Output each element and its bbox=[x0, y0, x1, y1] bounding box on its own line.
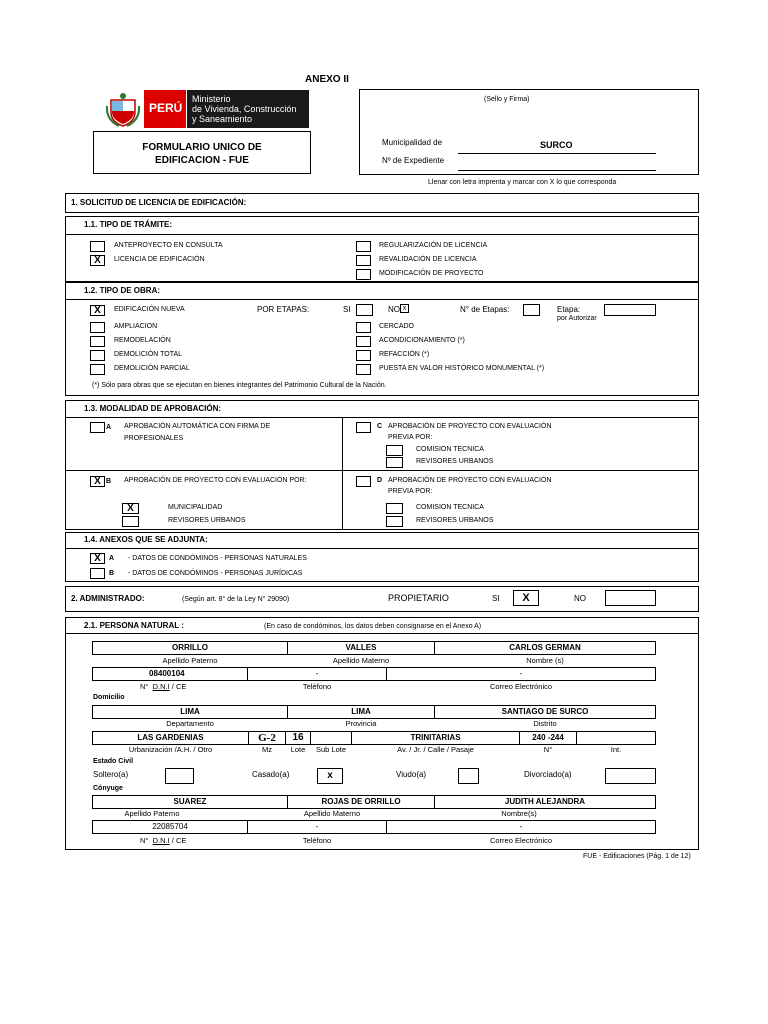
demolicion-total-label: DEMOLICIÓN TOTAL bbox=[114, 351, 183, 358]
anteproyecto-checkbox[interactable] bbox=[90, 241, 105, 252]
refaccion-checkbox[interactable] bbox=[356, 350, 371, 361]
por-etapas-label: POR ETAPAS: bbox=[257, 305, 310, 314]
demolicion-total-checkbox[interactable] bbox=[90, 350, 105, 361]
por-autorizar-label: por Autorizar bbox=[557, 315, 597, 322]
anexos-title: 1.4. ANEXOS QUE SE ADJUNTA: bbox=[84, 535, 208, 544]
modalidad-a-text-2: PROFESIONALES bbox=[124, 435, 184, 442]
conyuge-telefono-label: Teléfono bbox=[302, 836, 332, 845]
departamento-label: Departamento bbox=[166, 719, 214, 728]
provincia-label: Provincia bbox=[345, 719, 377, 728]
acondicionamiento-checkbox[interactable] bbox=[356, 336, 371, 347]
etapa-label: Etapa: bbox=[557, 305, 581, 314]
puesta-en-valor-checkbox[interactable] bbox=[356, 364, 371, 375]
licencia-edificacion-checkbox[interactable]: X bbox=[90, 255, 105, 266]
modalidad-d-text-1: APROBACIÓN DE PROYECTO CON EVALUACIÓN bbox=[388, 477, 552, 484]
etapas-si-label: SI bbox=[343, 305, 351, 314]
distrito-field[interactable]: SANTIAGO DE SURCO bbox=[434, 705, 656, 719]
conyuge-apellido-paterno-label: Apellido Paterno bbox=[124, 809, 180, 818]
lote-field[interactable]: 16 bbox=[285, 731, 311, 745]
numero-field[interactable]: 240 -244 bbox=[519, 731, 577, 745]
acondicionamiento-label: ACONDICIONAMIENTO (*) bbox=[379, 337, 465, 344]
ministry-logo: Ministerio de Vivienda, Construcción y Saneamiento bbox=[187, 90, 309, 128]
seal-signature-box: (Sello y Firma) bbox=[359, 89, 699, 175]
modalidad-a-text-1: APROBACIÓN AUTOMÁTICA CON FIRMA DE bbox=[124, 423, 271, 430]
dni-label: N° D.N.I / CE bbox=[140, 682, 187, 691]
conyuge-correo-field[interactable]: - bbox=[386, 820, 656, 834]
conyuge-dni-label: N° D.N.I / CE bbox=[140, 836, 187, 845]
anteproyecto-label: ANTEPROYECTO EN CONSULTA bbox=[114, 242, 223, 249]
mod-d-comision-checkbox[interactable] bbox=[386, 503, 403, 514]
puesta-en-valor-label: PUESTA EN VALOR HISTÓRICO MONUMENTAL (*) bbox=[379, 365, 545, 372]
modalidad-c-text-2: PREVIA POR: bbox=[388, 434, 433, 441]
etapas-no-checkbox[interactable]: x bbox=[400, 304, 409, 313]
municipalidad-value[interactable]: SURCO bbox=[540, 140, 573, 150]
avenida-label: Av. / Jr. / Calle / Pasaje bbox=[397, 745, 474, 754]
divorciado-label: Divorciado(a) bbox=[524, 770, 572, 779]
anexo-title: ANEXO II bbox=[305, 74, 349, 85]
section-1-header: 1. SOLICITUD DE LICENCIA DE EDIFICACIÓN: bbox=[65, 193, 699, 213]
dni-field[interactable]: 08400104 bbox=[92, 667, 248, 681]
mz-label: Mz bbox=[262, 745, 272, 754]
regularizacion-checkbox[interactable] bbox=[356, 241, 371, 252]
distrito-label: Distrito bbox=[533, 719, 557, 728]
modalidad-panel bbox=[65, 400, 699, 530]
lote-label: Lote bbox=[290, 745, 306, 754]
section-2-header: 2. ADMINISTRADO: (Según art. 8° de la Ley N° 29090) PROPIETARIO SI NO bbox=[65, 586, 699, 612]
mod-d-revisores-label: REVISORES URBANOS bbox=[416, 517, 494, 524]
n-etapas-input[interactable] bbox=[523, 304, 540, 316]
refaccion-label: REFACCIÓN (*) bbox=[379, 351, 430, 358]
apellido-materno-field[interactable]: VALLES bbox=[287, 641, 435, 655]
anexo-b-checkbox[interactable] bbox=[90, 568, 105, 579]
mod-c-comision-checkbox[interactable] bbox=[386, 445, 403, 456]
modalidad-c-letter: C bbox=[377, 423, 383, 430]
modificacion-checkbox[interactable] bbox=[356, 269, 371, 280]
anexo-a-label: - DATOS DE CONDÓMINOS - PERSONAS NATURALES bbox=[128, 555, 307, 562]
mod-c-revisores-checkbox[interactable] bbox=[386, 457, 403, 468]
page-footer: FUE - Edificaciones (Pág. 1 de 12) bbox=[583, 853, 691, 860]
departamento-field[interactable]: LIMA bbox=[92, 705, 288, 719]
modalidad-d-checkbox[interactable] bbox=[356, 476, 371, 487]
apellido-materno-label: Apellido Materno bbox=[332, 656, 390, 665]
etapa-input[interactable] bbox=[604, 304, 656, 316]
telefono-field[interactable]: - bbox=[247, 667, 387, 681]
modalidad-b-checkbox[interactable]: X bbox=[90, 476, 105, 487]
soltero-label: Soltero(a) bbox=[93, 770, 129, 779]
anexo-b-label: - DATOS DE CONDÓMINOS - PERSONAS JURÍDICAS bbox=[128, 570, 303, 577]
urbanizacion-label: Urbanización /A.H. / Otro bbox=[128, 745, 213, 754]
modalidad-title: 1.3. MODALIDAD DE APROBACIÓN: bbox=[84, 404, 222, 413]
mod-b-revisores-checkbox[interactable] bbox=[122, 516, 139, 527]
modalidad-d-letter: D bbox=[377, 477, 383, 484]
ampliacion-label: AMPLIACION bbox=[114, 323, 158, 330]
edificacion-nueva-checkbox[interactable]: X bbox=[90, 305, 105, 316]
persona-natural-note: (En caso de condóminos, los datos deben consignarse en el Anexo A) bbox=[264, 623, 482, 630]
form-title-line-1: FORMULARIO UNICO DE bbox=[142, 142, 262, 153]
interior-field[interactable] bbox=[576, 731, 656, 745]
remodelacion-label: REMODELACIÓN bbox=[114, 337, 171, 344]
conyuge-label: Cónyuge bbox=[93, 785, 123, 792]
revalidacion-checkbox[interactable] bbox=[356, 255, 371, 266]
conyuge-correo-label: Correo Electrónico bbox=[489, 836, 553, 845]
modalidad-c-checkbox[interactable] bbox=[356, 422, 371, 433]
modalidad-a-letter: A bbox=[106, 424, 112, 431]
peru-logo: PERÚ bbox=[144, 90, 186, 128]
mod-b-revisores-label: REVISORES URBANOS bbox=[168, 517, 246, 524]
cercado-label: CERCADO bbox=[379, 323, 415, 330]
viudo-label: Viudo(a) bbox=[396, 770, 427, 779]
urbanizacion-field[interactable]: LAS GARDENIAS bbox=[92, 731, 249, 745]
demolicion-parcial-checkbox[interactable] bbox=[90, 364, 105, 375]
soltero-checkbox[interactable] bbox=[165, 768, 194, 784]
instructions-text: Llenar con letra imprenta y marcar con X lo que corresponda bbox=[428, 179, 617, 186]
modalidad-d-text-2: PREVIA POR: bbox=[388, 488, 433, 495]
remodelacion-checkbox[interactable] bbox=[90, 336, 105, 347]
conyuge-nombres-label: Nombre(s) bbox=[501, 809, 537, 818]
modalidad-c-text-1: APROBACIÓN DE PROYECTO CON EVALUACIÓN bbox=[388, 423, 552, 430]
nombres-field[interactable]: CARLOS GERMAN bbox=[434, 641, 656, 655]
casado-label: Casado(a) bbox=[252, 770, 290, 779]
numero-label: N° bbox=[543, 745, 553, 754]
regularizacion-label: REGULARIZACIÓN DE LICENCIA bbox=[379, 242, 488, 249]
anexo-b-letter: B bbox=[109, 570, 115, 577]
form-title-box bbox=[93, 131, 311, 174]
mz-field[interactable]: G-2 bbox=[248, 731, 286, 745]
revalidacion-label: REVALIDACIÓN DE LICENCIA bbox=[379, 256, 477, 263]
anexo-a-letter: A bbox=[109, 555, 115, 562]
n-etapas-label: N° de Etapas: bbox=[460, 305, 510, 314]
licencia-edificacion-label: LICENCIA DE EDIFICACIÓN bbox=[114, 256, 205, 263]
modalidad-a-checkbox[interactable] bbox=[90, 422, 105, 433]
etapas-no-label: NO bbox=[388, 305, 400, 314]
mod-b-municipalidad-label: MUNICIPALIDAD bbox=[168, 504, 223, 511]
mod-d-revisores-checkbox[interactable] bbox=[386, 516, 403, 527]
edificacion-nueva-label: EDIFICACIÓN NUEVA bbox=[114, 306, 185, 313]
correo-field[interactable]: - bbox=[386, 667, 656, 681]
telefono-label: Teléfono bbox=[302, 682, 332, 691]
cercado-checkbox[interactable] bbox=[356, 322, 371, 333]
conyuge-dni-field[interactable]: 22085704 bbox=[92, 820, 248, 834]
propietario-si-checkbox[interactable]: X bbox=[513, 590, 539, 606]
conyuge-apellido-materno-field[interactable]: ROJAS DE ORRILLO bbox=[287, 795, 435, 809]
conyuge-apellido-materno-label: Apellido Materno bbox=[303, 809, 361, 818]
apellido-paterno-field[interactable]: ORRILLO bbox=[92, 641, 288, 655]
avenida-field[interactable]: TRINITARIAS bbox=[351, 731, 520, 745]
modificacion-label: MODIFICACIÓN DE PROYECTO bbox=[379, 270, 484, 277]
mod-b-municipalidad-checkbox[interactable]: X bbox=[122, 503, 139, 514]
etapas-si-checkbox[interactable] bbox=[356, 304, 373, 316]
interior-label: Int. bbox=[610, 745, 622, 754]
propietario-no-checkbox[interactable] bbox=[605, 590, 656, 606]
apellido-paterno-label: Apellido Paterno bbox=[162, 656, 218, 665]
correo-label: Correo Electrónico bbox=[489, 682, 553, 691]
conyuge-apellido-paterno-field[interactable]: SUAREZ bbox=[92, 795, 288, 809]
municipalidad-label: Municipalidad de bbox=[382, 138, 443, 147]
ampliacion-checkbox[interactable] bbox=[90, 322, 105, 333]
mod-c-comision-label: COMISION TECNICA bbox=[416, 446, 484, 453]
casado-checkbox[interactable]: x bbox=[317, 768, 343, 784]
domicilio-label: Domicilio bbox=[93, 694, 125, 701]
viudo-checkbox[interactable] bbox=[458, 768, 479, 784]
modalidad-b-letter: B bbox=[106, 478, 112, 485]
conyuge-telefono-field[interactable]: - bbox=[247, 820, 387, 834]
conyuge-nombres-field[interactable]: JUDITH ALEJANDRA bbox=[434, 795, 656, 809]
peru-coat-of-arms-icon bbox=[105, 92, 141, 128]
provincia-field[interactable]: LIMA bbox=[287, 705, 435, 719]
modalidad-b-text: APROBACIÓN DE PROYECTO CON EVALUACIÓN POR: bbox=[124, 477, 307, 484]
sublote-label: Sub Lote bbox=[315, 745, 347, 754]
form-title-line-2: EDIFICACION - FUE bbox=[155, 155, 249, 166]
demolicion-parcial-label: DEMOLICIÓN PARCIAL bbox=[114, 365, 190, 372]
obra-note: (*) Sólo para obras que se ejecutan en bienes integrantes del Patrimonio Cultural de la Nación. bbox=[92, 382, 387, 389]
mod-c-revisores-label: REVISORES URBANOS bbox=[416, 458, 494, 465]
divorciado-checkbox[interactable] bbox=[605, 768, 656, 784]
sublote-field[interactable] bbox=[310, 731, 352, 745]
nombres-label: Nombre (s) bbox=[526, 656, 564, 665]
tipo-obra-title: 1.2. TIPO DE OBRA: bbox=[84, 286, 161, 295]
persona-natural-title: 2.1. PERSONA NATURAL : bbox=[84, 621, 184, 630]
anexo-a-checkbox[interactable]: X bbox=[90, 553, 105, 564]
mod-d-comision-label: COMISION TECNICA bbox=[416, 504, 484, 511]
estado-civil-label: Estado Civil bbox=[93, 758, 134, 765]
expediente-label: Nº de Expediente bbox=[382, 156, 445, 165]
tipo-tramite-title: 1.1. TIPO DE TRÁMITE: bbox=[84, 220, 173, 229]
